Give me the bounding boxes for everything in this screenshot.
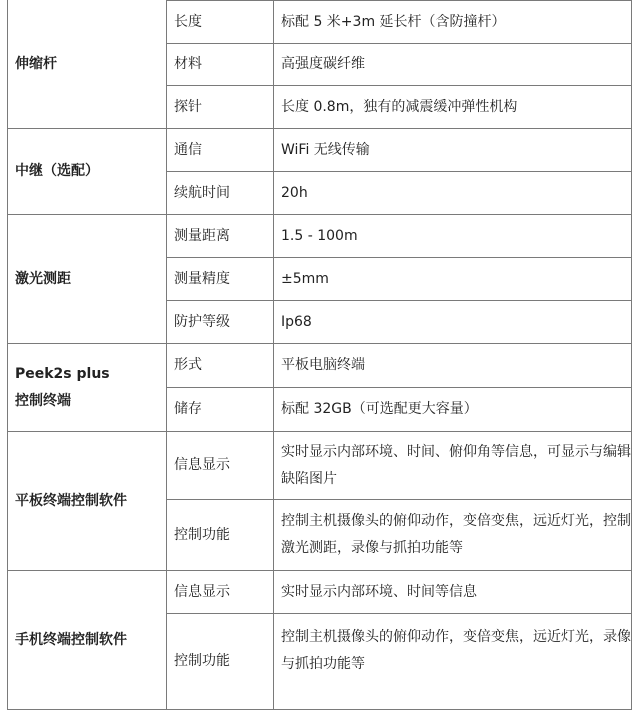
value-cell: 实时显示内部环境、时间等信息 xyxy=(274,571,632,614)
attribute-cell: 形式 xyxy=(167,344,274,388)
attribute-cell: 储存 xyxy=(167,388,274,432)
attribute-cell: 通信 xyxy=(167,129,274,172)
table-row xyxy=(8,1,632,44)
attribute-cell: 防护等级 xyxy=(167,301,274,344)
value-cell: WiFi 无线传输 xyxy=(274,129,632,172)
table-row xyxy=(8,129,632,172)
category-cell: 激光测距 xyxy=(8,215,167,344)
category-line: Peek2s plus xyxy=(15,365,110,382)
value-cell: Ip68 xyxy=(274,301,632,344)
category-cell xyxy=(8,344,167,432)
attribute-cell: 控制功能 xyxy=(167,500,274,571)
attribute-cell: 探针 xyxy=(167,86,274,129)
category-cell: 手机终端控制软件 xyxy=(8,571,167,710)
category-cell: 伸缩杆 xyxy=(8,1,167,129)
value-cell: 高强度碳纤维 xyxy=(274,44,632,86)
attribute-cell: 材料 xyxy=(167,44,274,86)
table-row xyxy=(8,344,632,388)
value-cell: 控制主机摄像头的俯仰动作，变倍变焦，远近灯光，录像与抓拍功能等 xyxy=(274,614,632,710)
category-cell: 中继（选配） xyxy=(8,129,167,215)
value-cell: ±5mm xyxy=(274,258,632,301)
attribute-cell: 测量精度 xyxy=(167,258,274,301)
value-cell: 实时显示内部环境、时间、俯仰角等信息，可显示与编辑缺陷图片 xyxy=(274,432,632,500)
value-cell: 20h xyxy=(274,172,632,215)
category-line: 控制终端 xyxy=(15,392,71,409)
value-cell: 1.5 - 100m xyxy=(274,215,632,258)
value-cell: 平板电脑终端 xyxy=(274,344,632,388)
spec-table xyxy=(7,0,632,710)
value-cell: 控制主机摄像头的俯仰动作，变倍变焦，远近灯光，控制激光测距，录像与抓拍功能等 xyxy=(274,500,632,571)
value-cell: 标配 32GB（可选配更大容量） xyxy=(274,388,632,432)
value-cell: 长度 0.8m，独有的减震缓冲弹性机构 xyxy=(274,86,632,129)
category-cell: 平板终端控制软件 xyxy=(8,432,167,571)
attribute-cell: 续航时间 xyxy=(167,172,274,215)
attribute-cell: 信息显示 xyxy=(167,571,274,614)
table-row xyxy=(8,432,632,500)
attribute-cell: 长度 xyxy=(167,1,274,44)
attribute-cell: 测量距离 xyxy=(167,215,274,258)
table-row xyxy=(8,571,632,614)
attribute-cell: 信息显示 xyxy=(167,432,274,500)
attribute-cell: 控制功能 xyxy=(167,614,274,710)
table-row xyxy=(8,215,632,258)
value-cell: 标配 5 米+3m 延长杆（含防撞杆） xyxy=(274,1,632,44)
